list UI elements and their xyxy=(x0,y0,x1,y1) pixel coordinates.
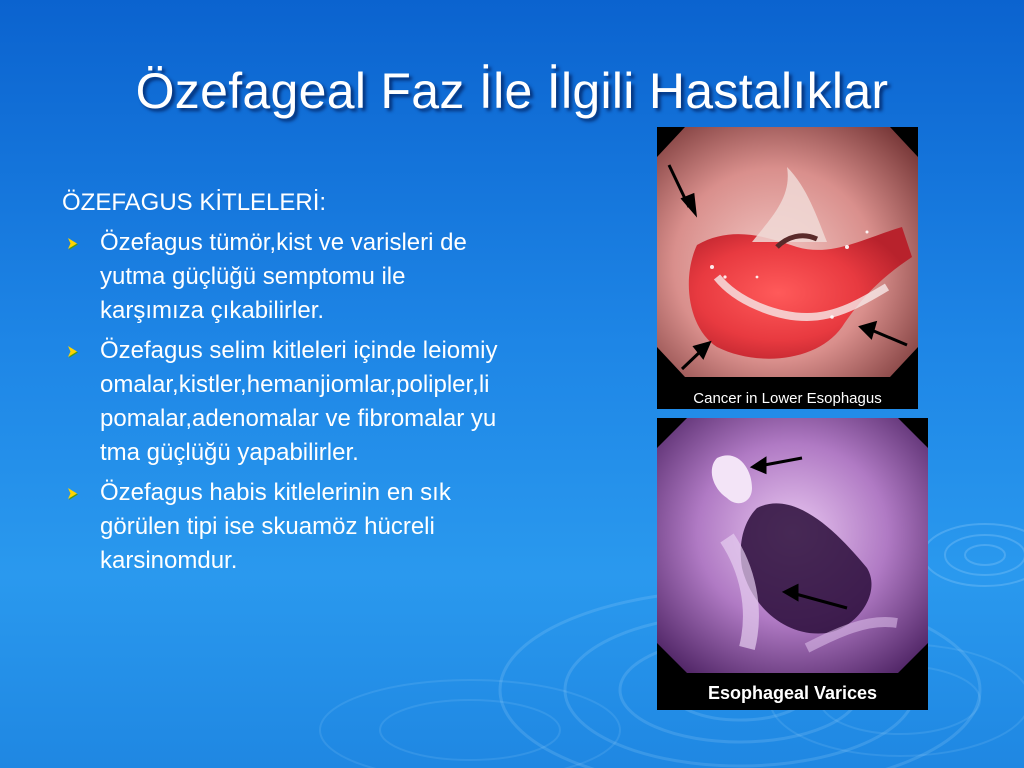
slide-text-body xyxy=(62,186,502,584)
bullet-text: Özefagus habis kitlelerinin en sık görülen tipi ise skuamöz hücreli karsinomdur. xyxy=(100,479,451,574)
slide-title: Özefageal Faz İle İlgili Hastalıklar xyxy=(135,63,889,119)
bullet-text: Özefagus tümör,kist ve varisleri de yutma güçlüğü semptomu ile karşımıza çıkabilirler. xyxy=(100,229,467,324)
arrowhead-bullet-icon xyxy=(66,237,79,250)
bullet-item xyxy=(62,334,502,470)
bullet-text: Özefagus selim kitleleri içinde leiomiyomalar,kistler,hemanjiomlar,polipler,lipomalar,adenomalar ve fibromalar yutma güçlüğü yapabilirler. xyxy=(100,337,498,466)
bullet-item xyxy=(62,476,502,578)
arrowhead-bullet-icon xyxy=(66,345,79,358)
bullet-item xyxy=(62,226,502,328)
image-caption-varices: Esophageal Varices xyxy=(707,683,878,703)
endoscopy-photo-varices xyxy=(657,418,928,710)
endoscopy-image-cancer xyxy=(657,127,918,409)
endoscopy-photo-cancer xyxy=(657,127,918,409)
image-caption-cancer: Cancer in Lower Esophagus xyxy=(693,390,882,407)
bullet-list xyxy=(62,226,502,578)
endoscopy-image-varices xyxy=(657,418,928,710)
section-heading: ÖZEFAGUS KİTLELERİ: xyxy=(62,189,327,216)
arrowhead-bullet-icon xyxy=(66,487,79,500)
